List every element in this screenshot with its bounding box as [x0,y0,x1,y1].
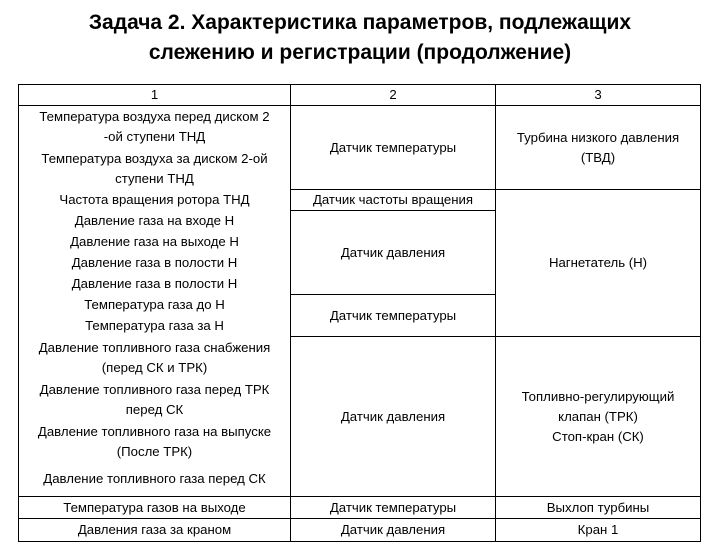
parameter-cell: Давление газа в полости Н [19,274,291,295]
sensor-cell: Датчик давления [291,211,496,295]
sensor-cell: Датчик частоты вращения [291,190,496,211]
object-cell: Нагнетатель (Н) [496,190,701,337]
parameter-cell: Давление топливного газа перед ТРК перед СК [19,379,291,421]
parameter-cell: Давление топливного газа снабжения (перед СК и ТРК) [19,337,291,379]
parameter-cell: Давление топливного газа перед СК [19,463,291,497]
parameter-cell: Температура воздуха перед диском 2 -ой ступени ТНД [19,106,291,148]
object-cell: Выхлоп турбины [496,497,701,519]
table-header-row [19,85,701,106]
table-row [19,190,701,211]
parameter-cell: Давление газа в полости Н [19,253,291,274]
parameter-cell: Температура газа до Н [19,295,291,316]
parameter-cell: Давления газа за краном [19,519,291,542]
parameter-cell: Давление газа на выходе Н [19,232,291,253]
title-line-1: Задача 2. Характеристика параметров, подлежащих [88,11,632,34]
header-cell-1: 1 [19,85,291,106]
table-row [19,337,701,379]
parameter-cell: Температура воздуха за диском 2-ой ступени ТНД [19,148,291,190]
table-row [19,106,701,148]
object-cell: Кран 1 [496,519,701,542]
parameter-cell: Температура газа за Н [19,316,291,337]
sensor-cell: Датчик температуры [291,106,496,190]
parameter-cell: Температура газов на выходе [19,497,291,519]
sensor-cell: Датчик давления [291,519,496,542]
sensor-cell: Датчик температуры [291,497,496,519]
parameter-cell: Давление газа на входе Н [19,211,291,232]
header-cell-2: 2 [291,85,496,106]
object-cell: Турбина низкого давления (ТВД) [496,106,701,190]
table-row [19,519,701,542]
title-line-2: слежению и регистрации (продолжение) [148,41,572,64]
sensor-cell: Датчик давления [291,337,496,497]
parameter-cell: Частота вращения ротора ТНД [19,190,291,211]
page-title [0,8,720,68]
object-cell: Топливно-регулирующий клапан (ТРК) Стоп-кран (СК) [496,337,701,497]
sensor-cell: Датчик температуры [291,295,496,337]
table-row [19,497,701,519]
header-cell-3: 3 [496,85,701,106]
parameters-table [18,84,701,542]
parameter-cell: Давление топливного газа на выпуске (После ТРК) [19,421,291,463]
